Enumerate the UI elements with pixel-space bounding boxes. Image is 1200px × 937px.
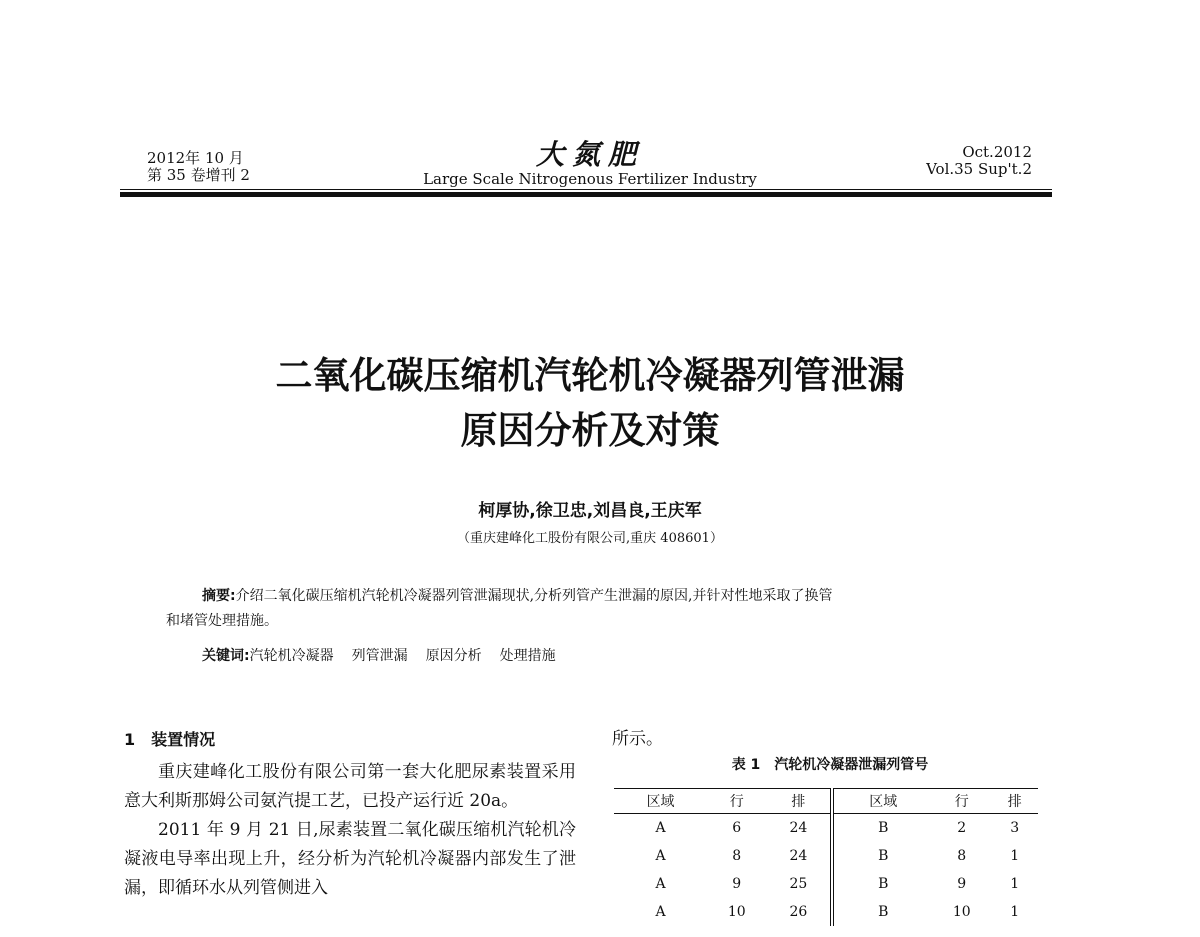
table-cell: 2	[957, 820, 967, 836]
keyword: 原因分析	[425, 648, 482, 664]
header-date-en: Oct.2012	[962, 143, 1032, 161]
body-column-right-text: 所示。	[612, 729, 663, 749]
table-header-cell: 排	[991, 789, 1038, 814]
table-cell: 10	[727, 904, 746, 920]
table-cell: 6	[732, 820, 742, 836]
table-cell: 8	[732, 848, 742, 864]
abstract-text-1: 介绍二氧化碳压缩机汽轮机冷凝器列管泄漏现状,分析列管产生泄漏的原因,并针对性地采取了换管	[235, 588, 833, 604]
title-line-2: 原因分析及对策	[460, 409, 720, 452]
table-cell: A	[655, 848, 666, 864]
table-row	[614, 814, 1038, 843]
keyword: 列管泄漏	[351, 648, 408, 664]
section-number: 1	[124, 730, 136, 749]
table-cell: 1	[1010, 848, 1020, 864]
table-header-cell: 区域	[832, 789, 932, 814]
journal-name-en: Large Scale Nitrogenous Fertilizer Industry	[423, 170, 757, 188]
table-cell: 10	[952, 904, 971, 920]
table-header-row	[614, 789, 1038, 814]
body-paragraph: 重庆建峰化工股份有限公司第一套大化肥尿素装置采用意大利斯那姆公司氨汽提工艺，已投产运行近 20a。	[124, 762, 576, 811]
body-column-left	[124, 758, 576, 903]
keywords-label: 关键词:	[202, 648, 250, 664]
table-cell: A	[655, 876, 666, 892]
journal-logo: 大氮肥	[535, 138, 644, 171]
abstract	[166, 584, 1034, 634]
table-header-cell: 排	[766, 789, 832, 814]
header-issue-en	[926, 144, 1032, 178]
table-header-cell: 行	[707, 789, 766, 814]
abstract-line-1	[166, 584, 1034, 609]
author-list: 柯厚协,徐卫忠,刘昌良,王庆军	[478, 501, 702, 521]
abstract-label: 摘要:	[202, 588, 236, 604]
keyword: 汽轮机冷凝器	[249, 648, 334, 664]
table-cell: 3	[1010, 820, 1020, 836]
table-cell: B	[878, 876, 889, 892]
table-number: 表 1	[731, 757, 761, 773]
header-date-cn: 2012年 10 月	[147, 149, 244, 167]
table-title: 汽轮机冷凝器泄漏列管号	[774, 757, 929, 773]
table-cell: A	[655, 820, 666, 836]
table-cell: 1	[1010, 904, 1020, 920]
table-cell: B	[878, 848, 889, 864]
section-title: 装置情况	[151, 730, 216, 749]
abstract-text-2: 和堵管处理措施。	[166, 613, 278, 629]
table-cell: 24	[766, 842, 832, 870]
header-rule-thick	[120, 192, 1052, 197]
table-cell: B	[878, 820, 889, 836]
body-paragraph: 2011 年 9 月 21 日,尿素装置二氧化碳压缩机汽轮机冷凝液电导率出现上升，经分析为汽轮机冷凝器内部发生了泄漏，即循环水从列管侧进入	[124, 820, 576, 898]
table-header-cell: 行	[932, 789, 991, 814]
table-row	[614, 898, 1038, 926]
table-cell: 9	[732, 876, 742, 892]
table-cell: 25	[766, 870, 832, 898]
header-volume-cn: 第 35 卷增刊 2	[147, 166, 250, 184]
table-cell: 1	[1010, 876, 1020, 892]
table-cell: A	[655, 904, 666, 920]
table-cell: B	[878, 904, 889, 920]
table-row	[614, 870, 1038, 898]
header-volume-en: Vol.35 Sup't.2	[926, 160, 1032, 178]
leak-table	[614, 788, 1038, 926]
table-cell: 24	[766, 814, 832, 843]
table-row	[614, 842, 1038, 870]
title-line-1: 二氧化碳压缩机汽轮机冷凝器列管泄漏	[275, 354, 905, 397]
table-caption	[600, 754, 1060, 774]
table-header-cell: 区域	[614, 789, 707, 814]
header-rule-thin	[120, 189, 1052, 190]
table-cell: 8	[957, 848, 967, 864]
keyword: 处理措施	[499, 648, 556, 664]
article-title	[0, 348, 1180, 458]
section-heading	[124, 727, 215, 750]
affiliation: （重庆建峰化工股份有限公司,重庆 408601）	[457, 531, 723, 546]
keywords	[202, 645, 574, 665]
table-cell: 26	[766, 898, 832, 926]
table-cell: 9	[957, 876, 967, 892]
